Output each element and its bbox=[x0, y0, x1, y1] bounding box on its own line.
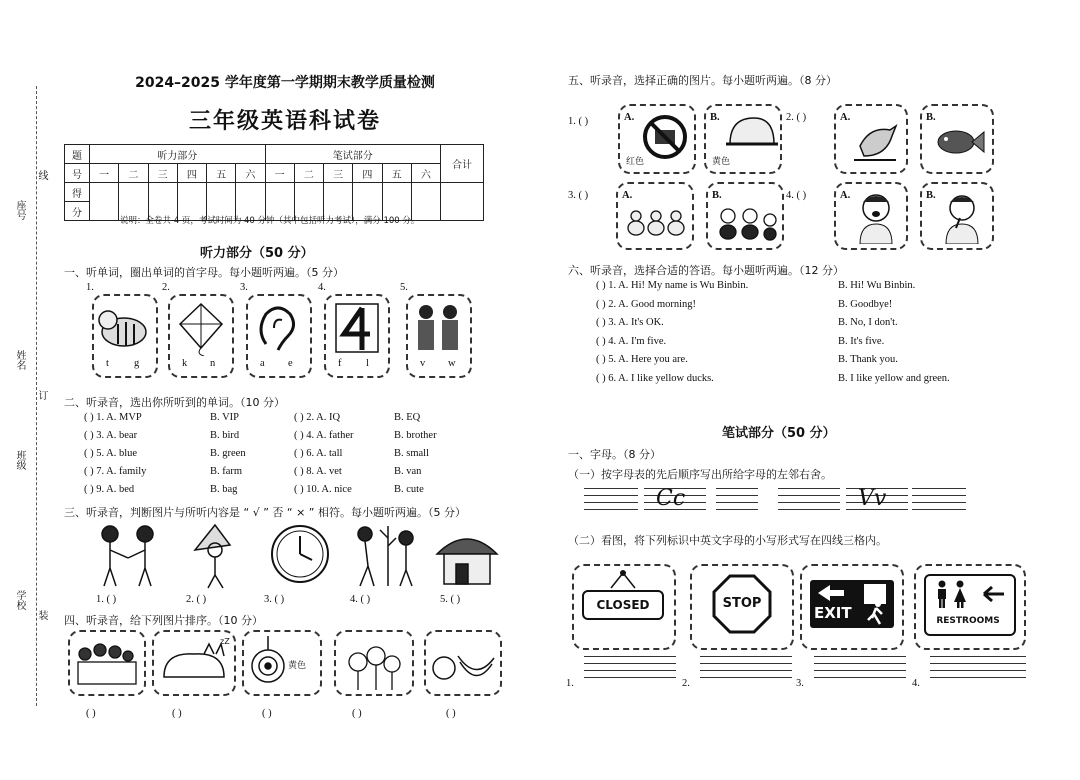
section1-title: 一、听单词，圈出单词的首字母。每小题听两遍。（5 分） bbox=[64, 266, 344, 279]
notice-text: 说明：全卷共 4 页，考试时间为 40 分钟（其中包括听力考试），满分 100 分。 bbox=[120, 216, 420, 226]
hanger-icon bbox=[608, 568, 638, 590]
margin-line-label: 线 bbox=[36, 170, 47, 180]
picture-box bbox=[406, 294, 472, 378]
family-icon bbox=[70, 632, 144, 694]
margin-name-label: 姓名 bbox=[14, 350, 25, 370]
letter-option-b: l bbox=[366, 358, 369, 369]
s5-q3: 3. ( ) bbox=[568, 190, 589, 201]
restrooms-sign: RESTROOMS bbox=[936, 616, 1000, 626]
four-line-grid[interactable] bbox=[584, 488, 638, 516]
answer-blank: ( ) bbox=[446, 708, 456, 719]
closed-sign: CLOSED bbox=[582, 590, 664, 620]
yoyo-icon bbox=[244, 632, 320, 694]
item-number: 1. bbox=[566, 678, 574, 689]
option-letter: B. bbox=[926, 112, 936, 123]
col-header: 二 bbox=[294, 164, 323, 183]
option-b: B. green bbox=[210, 448, 246, 459]
item-number: 5. bbox=[400, 282, 408, 293]
flowers-picture bbox=[334, 630, 414, 696]
answer-blank: 5. ( ) bbox=[440, 594, 461, 605]
letter-option-a: v bbox=[420, 358, 426, 369]
option-b: B. bag bbox=[210, 484, 238, 495]
fan-dancer-icon bbox=[195, 525, 230, 588]
s5-q1-option-a bbox=[618, 104, 696, 174]
option-letter: A. bbox=[840, 190, 851, 201]
col-header: 一 bbox=[265, 164, 294, 183]
fruit-picture bbox=[424, 630, 502, 696]
writing-heading: 笔试部分（50 分） bbox=[722, 426, 836, 441]
question-row: ( ) 10. A. nice bbox=[294, 484, 352, 495]
section3-title: 三、听录音，判断图片与所听内容是 “ √ ” 否 “ × ” 相符。每小题听两遍。（5 分） bbox=[64, 506, 466, 519]
table-label: 分 bbox=[65, 202, 90, 221]
col-header: 六 bbox=[236, 164, 265, 183]
svg-text:zZ: zZ bbox=[220, 637, 230, 646]
s5-q2-option-a bbox=[834, 104, 908, 174]
question-row: ( ) 5. A. blue bbox=[84, 448, 138, 459]
fruit-icon bbox=[426, 632, 500, 694]
ear-icon bbox=[248, 300, 310, 356]
item-number: 1. bbox=[86, 282, 94, 293]
option-letter: A. bbox=[624, 112, 635, 123]
option-b: B. brother bbox=[394, 430, 437, 441]
fish-icon bbox=[932, 122, 986, 162]
letter-option-a: a bbox=[260, 358, 265, 369]
letter-option-a: f bbox=[338, 358, 342, 369]
option-b: B. van bbox=[394, 466, 422, 477]
four-icon bbox=[326, 300, 388, 356]
temple-icon bbox=[437, 539, 497, 584]
option-b: B. farm bbox=[210, 466, 243, 477]
option-b: B. VIP bbox=[210, 412, 239, 423]
option-letter: A. bbox=[622, 190, 633, 201]
writing-s1b-title: （二）看图，将下列标识中英文字母的小写形式写在四线三格内。 bbox=[568, 534, 887, 547]
item-number: 3. bbox=[240, 282, 248, 293]
option-b: B. bird bbox=[210, 430, 240, 441]
stop-sign: STOP bbox=[722, 596, 762, 611]
no-camera-icon bbox=[640, 112, 690, 162]
option-letter: B. bbox=[712, 190, 722, 201]
writing-s1-title: 一、字母。（8 分） bbox=[568, 448, 661, 461]
bird-icon bbox=[850, 116, 900, 166]
yoyo-label: 黄色 bbox=[288, 661, 307, 671]
answer-blank: 4. ( ) bbox=[350, 594, 371, 605]
tiger-icon bbox=[94, 300, 156, 356]
cat-icon bbox=[154, 632, 234, 694]
answer-blank: 1. ( ) bbox=[96, 594, 117, 605]
four-line-grid[interactable] bbox=[814, 656, 906, 684]
closed-sign-box bbox=[572, 564, 676, 650]
question-row: ( ) 7. A. family bbox=[84, 466, 147, 477]
question-row: ( ) 4. A. I'm five. bbox=[596, 335, 667, 347]
question-row: ( ) 8. A. vet bbox=[294, 466, 342, 477]
col-header: 三 bbox=[324, 164, 353, 183]
option-b: B. Goodbye! bbox=[838, 298, 893, 310]
question-row: ( ) 2. A. Good morning! bbox=[596, 298, 697, 310]
boy-talking-icon bbox=[850, 190, 902, 244]
option-b: B. It's five. bbox=[838, 335, 885, 347]
col-header: 五 bbox=[207, 164, 236, 183]
question-row: ( ) 6. A. I like yellow ducks. bbox=[596, 372, 714, 384]
margin-school-label: 学校 bbox=[14, 590, 25, 610]
question-row: ( ) 2. A. IQ bbox=[294, 412, 341, 423]
s5-q1-option-b bbox=[704, 104, 782, 174]
s5-q3-option-b bbox=[706, 182, 784, 250]
total-label: 合计 bbox=[441, 145, 484, 183]
exit-sign-box bbox=[800, 564, 904, 650]
family-picture bbox=[68, 630, 146, 696]
score-table bbox=[64, 144, 484, 221]
letter-option-b: n bbox=[210, 358, 216, 369]
question-row: ( ) 9. A. bed bbox=[84, 484, 135, 495]
margin-seat-label: 座号 bbox=[14, 200, 25, 220]
col-header: 四 bbox=[353, 164, 382, 183]
four-line-grid[interactable] bbox=[584, 656, 676, 684]
exam-subtitle: 三年级英语科试卷 bbox=[188, 109, 381, 134]
writing-label: 笔试部分 bbox=[265, 145, 441, 164]
option-letter: A. bbox=[840, 112, 851, 123]
picture-box bbox=[324, 294, 390, 378]
section3-pictures bbox=[90, 520, 510, 592]
four-line-grid[interactable] bbox=[700, 656, 792, 684]
answer-blank: ( ) bbox=[352, 708, 362, 719]
s5-q2-option-b bbox=[920, 104, 994, 174]
answer-blank: ( ) bbox=[86, 708, 96, 719]
margin-ding-label: 订 bbox=[36, 390, 47, 400]
section4-title: 四、听录音，给下列图片排序。（10 分） bbox=[64, 614, 263, 627]
restrooms-sign-box bbox=[914, 564, 1026, 650]
exit-sign: EXIT bbox=[814, 604, 852, 622]
cap-icon bbox=[724, 114, 778, 154]
question-row: ( ) 1. A. Hi! My name is Wu Binbin. bbox=[596, 280, 749, 291]
exam-title: 2024–2025 学年度第一学期期末教学质量检测 bbox=[135, 75, 435, 91]
letter-option-b: e bbox=[288, 358, 293, 369]
question-row: ( ) 3. A. bear bbox=[84, 430, 138, 441]
question-row: ( ) 1. A. MVP bbox=[84, 412, 142, 423]
col-header: 五 bbox=[382, 164, 411, 183]
answer-blank: 2. ( ) bbox=[186, 594, 207, 605]
picture-box bbox=[92, 294, 158, 378]
s5-q1: 1. ( ) bbox=[568, 116, 589, 127]
section2-title: 二、听录音，选出你所听到的单词。（10 分） bbox=[64, 396, 285, 409]
letter-option-b: g bbox=[134, 358, 140, 369]
item-number: 3. bbox=[796, 678, 804, 689]
option-b: B. Hi! Wu Binbin. bbox=[838, 280, 916, 291]
option-b: B. No, I don't. bbox=[838, 317, 898, 328]
listening-heading: 听力部分（50 分） bbox=[200, 246, 314, 261]
question-row: ( ) 6. A. tall bbox=[294, 448, 343, 459]
item-number: 2. bbox=[682, 678, 690, 689]
item-number: 4. bbox=[912, 678, 920, 689]
planting-tree-icon bbox=[358, 526, 413, 586]
s5-q4-option-b bbox=[920, 182, 994, 250]
pandas-icon bbox=[714, 202, 778, 242]
four-line-grid[interactable] bbox=[778, 488, 840, 516]
red-label: 红色 bbox=[626, 157, 645, 167]
flower-icon bbox=[336, 632, 412, 694]
question-row: ( ) 5. A. Here you are. bbox=[596, 354, 688, 365]
option-letter: B. bbox=[926, 190, 936, 201]
people-icon bbox=[408, 300, 470, 356]
answer-blank: ( ) bbox=[262, 708, 272, 719]
margin-class-label: 班级 bbox=[14, 450, 25, 470]
section6-title: 六、听录音，选择合适的答语。每小题听两遍。（12 分） bbox=[568, 264, 844, 277]
table-label: 得 bbox=[65, 183, 90, 202]
option-b: B. I like yellow and green. bbox=[838, 372, 950, 384]
question-row: ( ) 3. A. It's OK. bbox=[596, 317, 664, 328]
letter-vv: Vv bbox=[858, 486, 887, 511]
four-line-grid[interactable] bbox=[716, 488, 758, 516]
hold-hands-icon bbox=[102, 526, 153, 586]
writing-s1a-title: （一）按字母表的先后顺序写出所给字母的左邻右舍。 bbox=[568, 468, 832, 481]
s5-q4-option-a bbox=[834, 182, 908, 250]
option-b: B. cute bbox=[394, 484, 424, 495]
question-row: ( ) 4. A. father bbox=[294, 430, 354, 441]
yellow-label: 黄色 bbox=[712, 157, 731, 167]
s5-q4: 4. ( ) bbox=[786, 190, 807, 201]
col-header: 一 bbox=[90, 164, 119, 183]
answer-blank: 3. ( ) bbox=[264, 594, 285, 605]
col-header: 三 bbox=[148, 164, 177, 183]
clock-icon bbox=[272, 526, 328, 582]
boy-thinking-icon bbox=[936, 190, 988, 244]
letter-option-a: k bbox=[182, 358, 188, 369]
kite-icon bbox=[170, 300, 232, 356]
restroom-people-icon bbox=[934, 580, 1014, 610]
table-label: 号 bbox=[65, 164, 90, 183]
option-b: B. small bbox=[394, 448, 430, 459]
letter-cc: Cc bbox=[656, 486, 686, 511]
col-header: 六 bbox=[411, 164, 440, 183]
sleeping-cat-picture bbox=[152, 630, 236, 696]
listening-label: 听力部分 bbox=[90, 145, 266, 164]
col-header: 四 bbox=[177, 164, 206, 183]
option-b: B. EQ bbox=[394, 412, 421, 423]
ducks-icon bbox=[624, 202, 688, 242]
option-b: B. Thank you. bbox=[838, 354, 898, 365]
item-number: 4. bbox=[318, 282, 326, 293]
yoyo-picture bbox=[242, 630, 322, 696]
s5-q2: 2. ( ) bbox=[786, 112, 807, 123]
picture-box bbox=[168, 294, 234, 378]
letter-option-b: w bbox=[448, 358, 456, 369]
col-header: 二 bbox=[119, 164, 148, 183]
margin-zhuang-label: 装 bbox=[36, 610, 47, 620]
letter-option-a: t bbox=[106, 358, 109, 369]
picture-box bbox=[246, 294, 312, 378]
four-line-grid[interactable] bbox=[912, 488, 966, 516]
stop-sign-box bbox=[690, 564, 794, 650]
running-man-icon bbox=[864, 600, 888, 626]
four-line-grid[interactable] bbox=[930, 656, 1026, 684]
answer-blank: ( ) bbox=[172, 708, 182, 719]
table-label: 题 bbox=[65, 145, 90, 164]
option-letter: B. bbox=[710, 112, 720, 123]
s5-q3-option-a bbox=[616, 182, 694, 250]
item-number: 2. bbox=[162, 282, 170, 293]
section5-title: 五、听录音，选择正确的图片。每小题听两遍。（8 分） bbox=[568, 74, 837, 87]
